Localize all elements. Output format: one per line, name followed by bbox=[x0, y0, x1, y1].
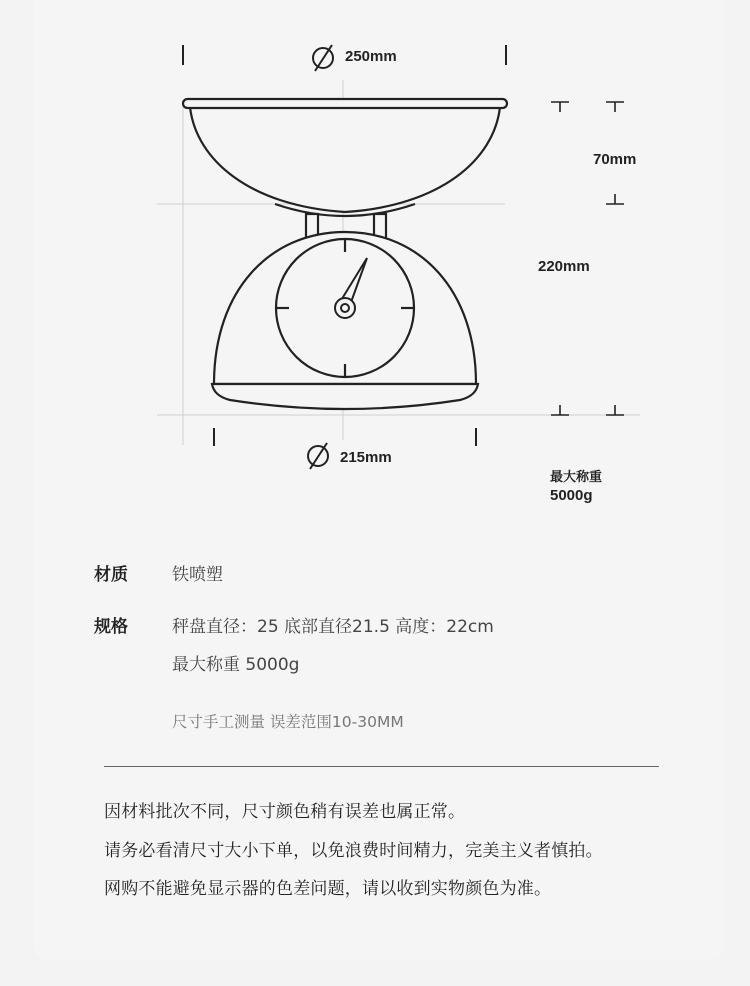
spec-line-1: 秤盘直径：25 底部直径21.5 高度：22cm bbox=[172, 617, 494, 637]
measurement-note: 尺寸手工测量 误差范围10-30MM bbox=[172, 713, 404, 731]
divider bbox=[104, 766, 659, 767]
diameter-icon-top bbox=[313, 45, 333, 71]
material-label: 材质 bbox=[94, 565, 128, 585]
scale-illustration bbox=[183, 99, 507, 409]
spec-label: 规格 bbox=[94, 617, 128, 637]
max-weight-value: 5000g bbox=[550, 487, 593, 504]
max-weight-label: 最大称重 bbox=[550, 469, 603, 484]
bowl-height-label: 70mm bbox=[593, 151, 637, 168]
total-height-label: 220mm bbox=[538, 258, 590, 275]
top-diameter-label: 250mm bbox=[345, 48, 397, 65]
diameter-icon-bottom bbox=[308, 443, 328, 469]
disclaimer-line-2: 请务必看清尺寸大小下单，以免浪费时间精力，完美主义者慎拍。 bbox=[104, 841, 603, 861]
disclaimer-line-1: 因材料批次不同，尺寸颜色稍有误差也属正常。 bbox=[104, 802, 466, 822]
spec-line-2: 最大称重 5000g bbox=[172, 655, 300, 675]
base-diameter-label: 215mm bbox=[340, 449, 392, 466]
material-value: 铁喷塑 bbox=[172, 565, 223, 585]
base-width-marks bbox=[214, 428, 476, 446]
disclaimer-line-3: 网购不能避免显示器的色差问题，请以收到实物颜色为准。 bbox=[104, 879, 552, 899]
